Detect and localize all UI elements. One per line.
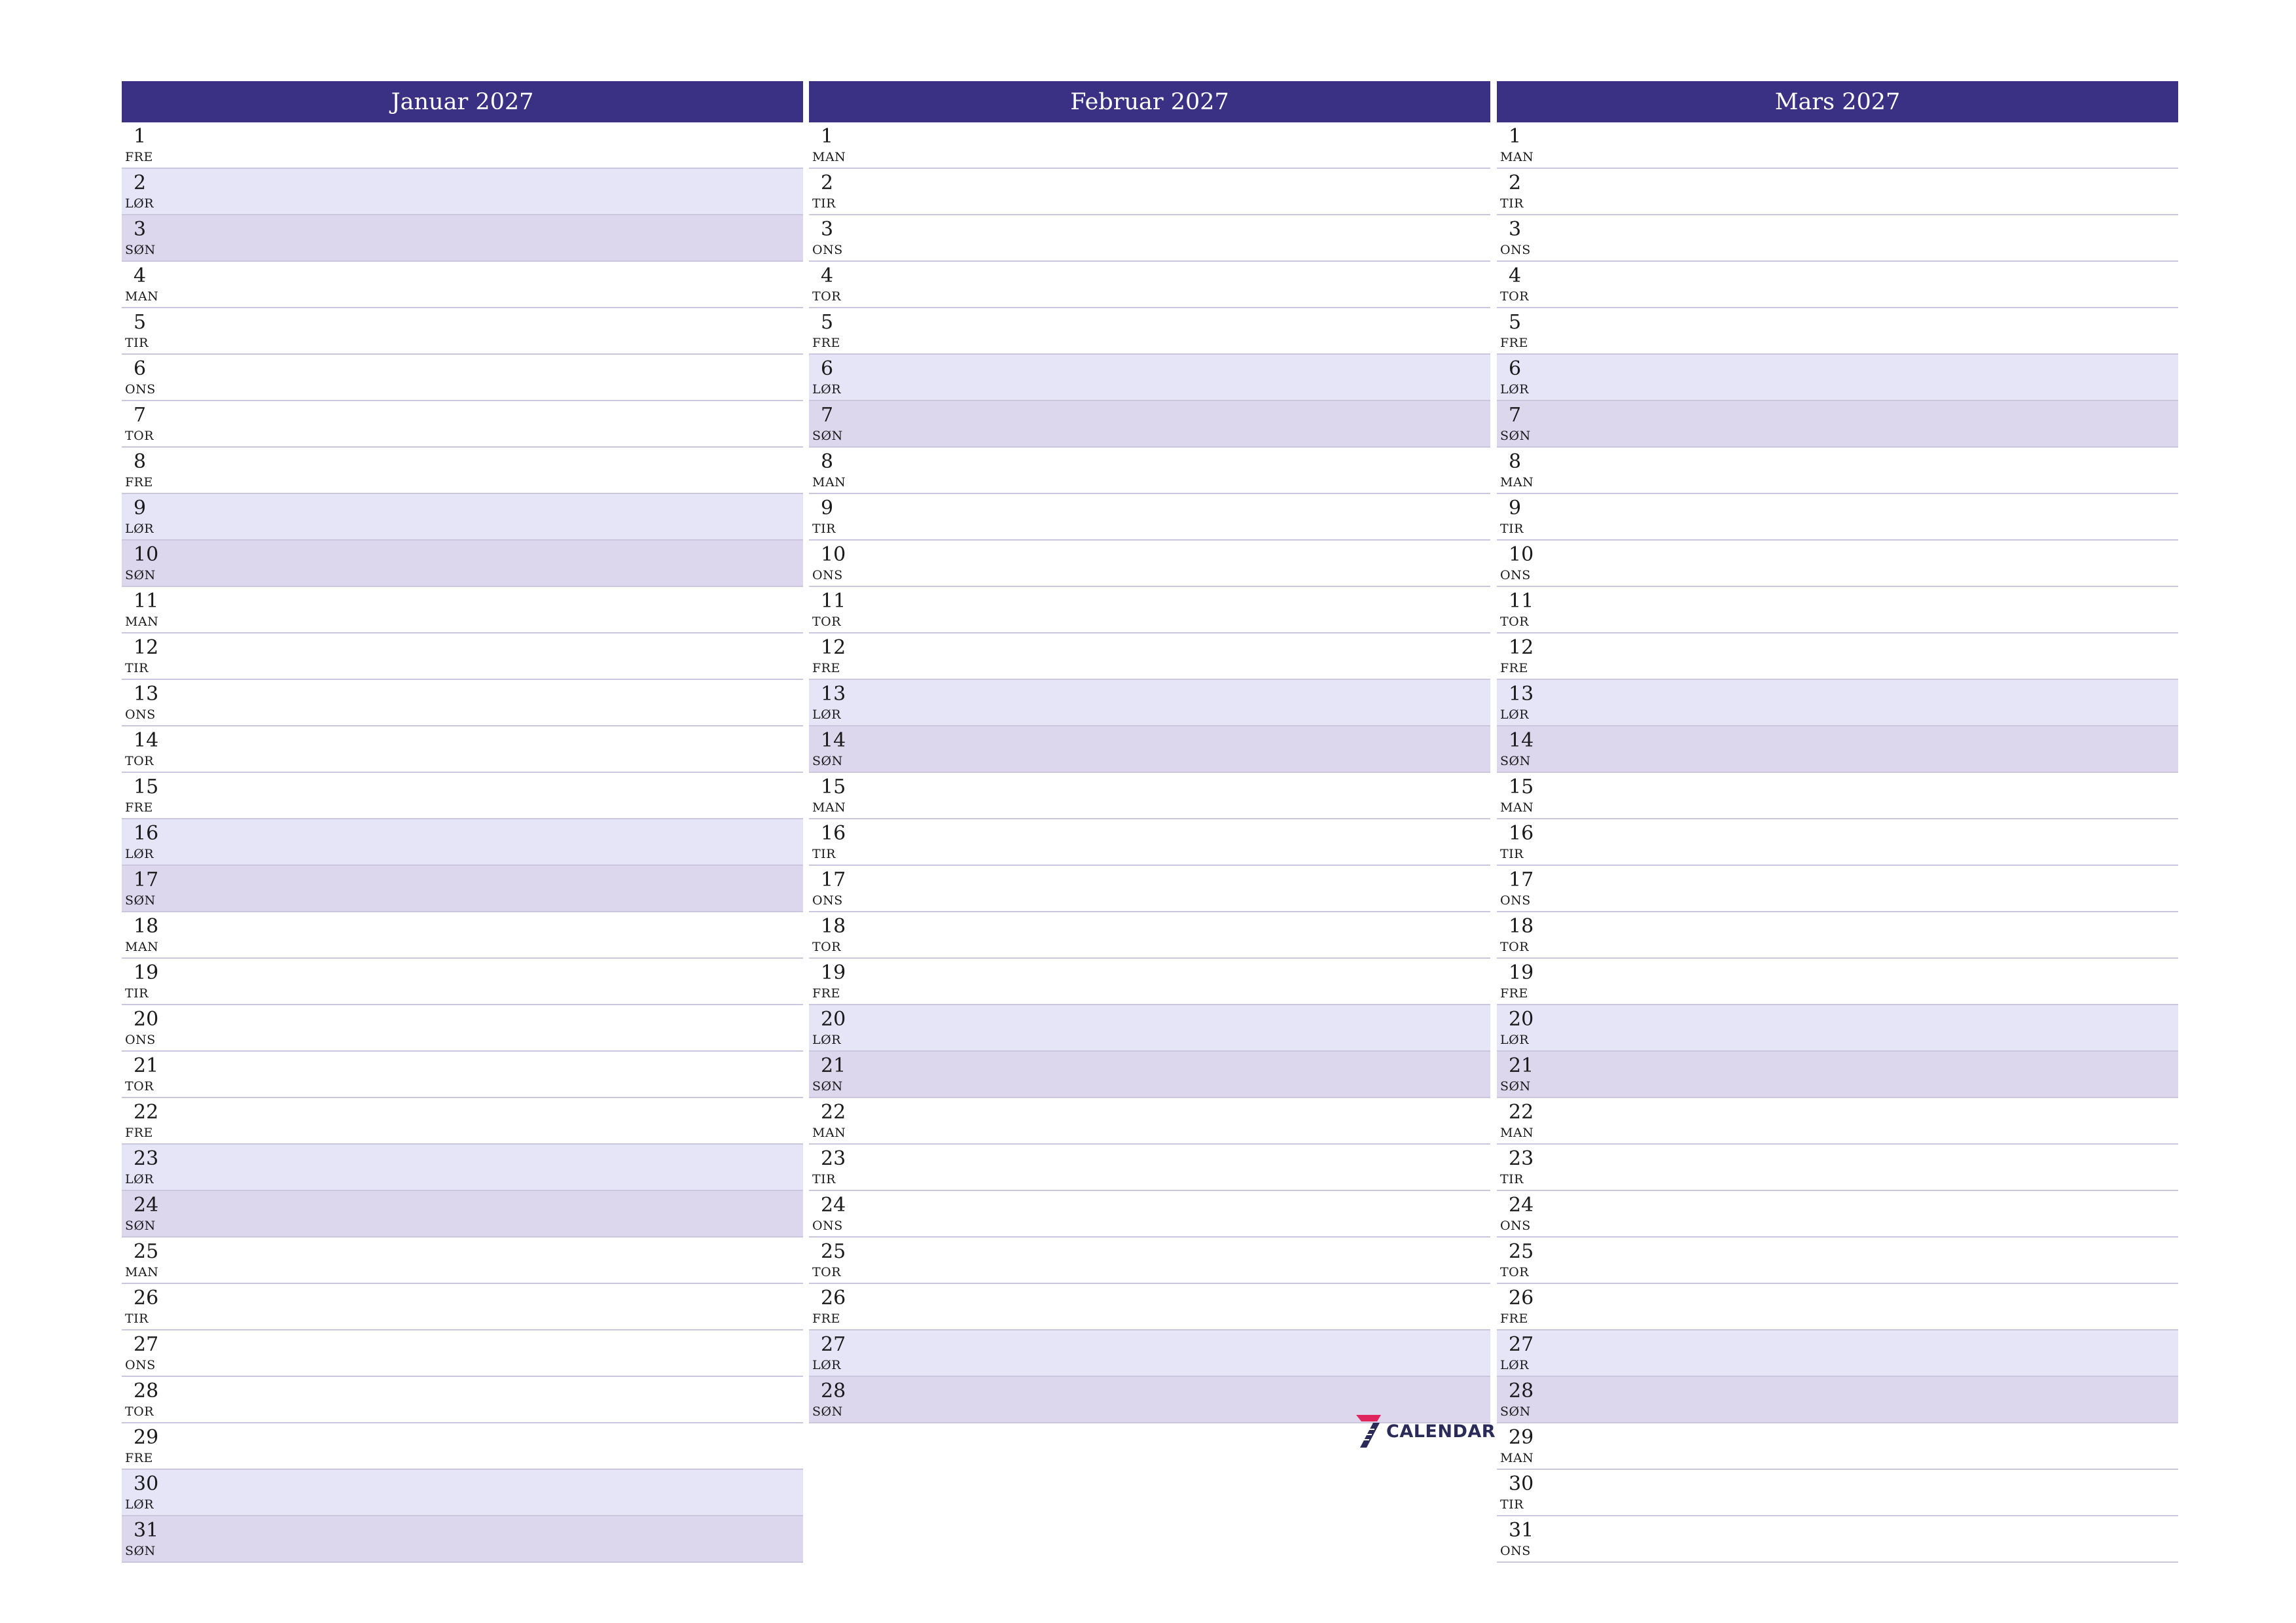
weekday-label: TOR xyxy=(812,940,842,954)
weekday-label: FRE xyxy=(125,1126,153,1140)
day-number: 15 xyxy=(821,776,846,798)
weekday-label: SØN xyxy=(812,754,843,768)
day-row xyxy=(809,680,1490,726)
day-row xyxy=(1497,262,2178,308)
weekday-label: TIR xyxy=(1500,1497,1524,1512)
weekday-label: TOR xyxy=(812,289,842,304)
day-row xyxy=(1497,1377,2178,1423)
day-number: 27 xyxy=(1509,1333,1534,1356)
day-number: 5 xyxy=(821,311,834,334)
day-row xyxy=(809,819,1490,866)
weekday-label: SØN xyxy=(125,243,156,257)
day-row xyxy=(809,262,1490,308)
day-number: 23 xyxy=(1509,1147,1534,1170)
day-row xyxy=(1497,1470,2178,1516)
day-number: 20 xyxy=(134,1008,159,1031)
weekday-label: TIR xyxy=(812,1172,836,1186)
weekday-label: TIR xyxy=(812,196,836,211)
weekday-label: ONS xyxy=(812,893,843,908)
day-number: 3 xyxy=(1509,218,1522,241)
day-number: 29 xyxy=(134,1426,159,1449)
day-number: 30 xyxy=(1509,1472,1534,1495)
weekday-label: TIR xyxy=(1500,522,1524,536)
weekday-label: MAN xyxy=(125,289,159,304)
month-title: Januar 2027 xyxy=(122,81,803,122)
day-row xyxy=(809,1330,1490,1377)
weekday-label: FRE xyxy=(1500,1311,1528,1326)
day-number: 3 xyxy=(134,218,147,241)
day-number: 20 xyxy=(821,1008,846,1031)
weekday-label: TIR xyxy=(125,336,149,350)
day-number: 6 xyxy=(821,357,834,380)
day-row xyxy=(809,355,1490,401)
day-number: 5 xyxy=(1509,311,1522,334)
day-row xyxy=(1497,541,2178,587)
day-number: 30 xyxy=(134,1472,159,1495)
day-row xyxy=(1497,866,2178,912)
day-row xyxy=(1497,1516,2178,1563)
day-row xyxy=(1497,215,2178,262)
day-number: 28 xyxy=(821,1380,846,1402)
weekday-label: MAN xyxy=(1500,1126,1534,1140)
weekday-label: MAN xyxy=(812,800,846,815)
day-number: 20 xyxy=(1509,1008,1534,1031)
day-row xyxy=(122,541,803,587)
weekday-label: TIR xyxy=(812,847,836,861)
day-row xyxy=(809,401,1490,448)
day-row xyxy=(809,1098,1490,1145)
day-number: 11 xyxy=(1509,590,1534,613)
weekday-label: ONS xyxy=(1500,893,1531,908)
day-number: 28 xyxy=(1509,1380,1534,1402)
day-row xyxy=(809,633,1490,680)
day-row xyxy=(122,959,803,1005)
day-number: 6 xyxy=(1509,357,1522,380)
day-row xyxy=(122,1377,803,1423)
day-number: 16 xyxy=(134,822,159,845)
day-number: 4 xyxy=(1509,264,1522,287)
day-number: 10 xyxy=(134,543,159,566)
day-row xyxy=(1497,1191,2178,1238)
weekday-label: ONS xyxy=(812,243,843,257)
weekday-label: FRE xyxy=(125,800,153,815)
day-row xyxy=(122,1516,803,1563)
day-row xyxy=(122,1470,803,1516)
day-row xyxy=(809,912,1490,959)
day-row xyxy=(1497,680,2178,726)
day-number: 26 xyxy=(134,1287,159,1310)
day-number: 9 xyxy=(134,497,147,520)
day-number: 7 xyxy=(1509,404,1522,427)
day-row xyxy=(1497,308,2178,355)
day-row xyxy=(809,215,1490,262)
weekday-label: LØR xyxy=(1500,1033,1529,1047)
day-number: 11 xyxy=(821,590,846,613)
day-row xyxy=(122,1098,803,1145)
day-row xyxy=(122,1238,803,1284)
day-row xyxy=(122,122,803,169)
day-row xyxy=(1497,912,2178,959)
day-number: 4 xyxy=(134,264,147,287)
day-row xyxy=(122,355,803,401)
day-row xyxy=(122,633,803,680)
day-number: 12 xyxy=(821,636,846,659)
day-number: 2 xyxy=(1509,171,1522,194)
day-number: 13 xyxy=(1509,683,1534,705)
day-row xyxy=(122,773,803,819)
day-row xyxy=(122,912,803,959)
month-column-january xyxy=(122,81,803,1563)
day-number: 27 xyxy=(821,1333,846,1356)
day-number: 22 xyxy=(1509,1101,1534,1124)
weekday-label: SØN xyxy=(125,568,156,582)
weekday-label: TOR xyxy=(812,615,842,629)
day-number: 17 xyxy=(1509,868,1534,891)
weekday-label: TOR xyxy=(125,1404,154,1419)
day-number: 25 xyxy=(1509,1240,1534,1263)
weekday-label: SØN xyxy=(812,429,843,443)
day-number: 11 xyxy=(134,590,159,613)
weekday-label: LØR xyxy=(812,1358,841,1372)
day-row xyxy=(1497,1052,2178,1098)
weekday-label: SØN xyxy=(812,1079,843,1094)
day-row xyxy=(809,1238,1490,1284)
weekday-label: SØN xyxy=(812,1404,843,1419)
weekday-label: ONS xyxy=(125,382,156,397)
day-number: 15 xyxy=(134,776,159,798)
day-list xyxy=(809,122,1490,1423)
weekday-label: TOR xyxy=(1500,940,1530,954)
day-row xyxy=(1497,1098,2178,1145)
day-number: 22 xyxy=(821,1101,846,1124)
weekday-label: SØN xyxy=(1500,429,1531,443)
day-number: 25 xyxy=(821,1240,846,1263)
day-number: 21 xyxy=(1509,1054,1534,1077)
day-number: 18 xyxy=(1509,915,1534,938)
weekday-label: FRE xyxy=(1500,661,1528,675)
day-number: 18 xyxy=(134,915,159,938)
weekday-label: MAN xyxy=(1500,800,1534,815)
weekday-label: SØN xyxy=(125,1544,156,1558)
day-number: 15 xyxy=(1509,776,1534,798)
weekday-label: TIR xyxy=(125,1311,149,1326)
day-row xyxy=(809,122,1490,169)
weekday-label: LØR xyxy=(125,1172,154,1186)
day-row xyxy=(122,308,803,355)
day-number: 16 xyxy=(1509,822,1534,845)
weekday-label: TOR xyxy=(812,1265,842,1279)
weekday-label: MAN xyxy=(812,475,846,490)
day-row xyxy=(122,448,803,494)
day-row xyxy=(1497,401,2178,448)
weekday-label: FRE xyxy=(125,475,153,490)
day-row xyxy=(809,959,1490,1005)
weekday-label: SØN xyxy=(1500,754,1531,768)
weekday-label: SØN xyxy=(125,893,156,908)
weekday-label: TOR xyxy=(125,1079,154,1094)
day-number: 3 xyxy=(821,218,834,241)
day-number: 31 xyxy=(1509,1519,1534,1542)
day-number: 9 xyxy=(821,497,834,520)
day-number: 23 xyxy=(821,1147,846,1170)
weekday-label: LØR xyxy=(812,382,841,397)
day-number: 26 xyxy=(821,1287,846,1310)
month-column-february xyxy=(809,81,1490,1423)
month-title: Februar 2027 xyxy=(809,81,1490,122)
day-number: 1 xyxy=(821,125,834,148)
day-row xyxy=(1497,1238,2178,1284)
day-number: 2 xyxy=(134,171,147,194)
day-number: 9 xyxy=(1509,497,1522,520)
day-number: 16 xyxy=(821,822,846,845)
day-number: 1 xyxy=(134,125,147,148)
day-row xyxy=(1497,773,2178,819)
weekday-label: LØR xyxy=(125,522,154,536)
day-row xyxy=(122,726,803,773)
day-number: 8 xyxy=(1509,450,1522,473)
weekday-label: ONS xyxy=(812,1219,843,1233)
day-row xyxy=(122,169,803,215)
day-row xyxy=(122,680,803,726)
day-number: 17 xyxy=(821,868,846,891)
day-number: 24 xyxy=(821,1194,846,1217)
day-number: 29 xyxy=(1509,1426,1534,1449)
day-number: 13 xyxy=(134,683,159,705)
day-row xyxy=(809,541,1490,587)
day-row xyxy=(1497,1005,2178,1052)
day-row xyxy=(1497,169,2178,215)
day-number: 14 xyxy=(821,729,846,752)
day-row xyxy=(809,494,1490,541)
day-number: 19 xyxy=(134,961,159,984)
day-number: 10 xyxy=(821,543,846,566)
day-row xyxy=(809,1191,1490,1238)
weekday-label: MAN xyxy=(1500,475,1534,490)
weekday-label: FRE xyxy=(812,336,840,350)
day-number: 8 xyxy=(134,450,147,473)
day-row xyxy=(809,773,1490,819)
weekday-label: LØR xyxy=(1500,707,1529,722)
day-number: 7 xyxy=(821,404,834,427)
day-row xyxy=(122,1423,803,1470)
day-row xyxy=(1497,587,2178,633)
day-row xyxy=(1497,448,2178,494)
day-row xyxy=(809,726,1490,773)
calendar-logo xyxy=(1354,1414,1496,1449)
weekday-label: LØR xyxy=(1500,382,1529,397)
weekday-label: TOR xyxy=(1500,289,1530,304)
day-number: 1 xyxy=(1509,125,1522,148)
weekday-label: LØR xyxy=(125,1497,154,1512)
day-row xyxy=(122,1145,803,1191)
day-number: 2 xyxy=(821,171,834,194)
day-row xyxy=(1497,1330,2178,1377)
weekday-label: FRE xyxy=(1500,336,1528,350)
day-number: 28 xyxy=(134,1380,159,1402)
weekday-label: MAN xyxy=(125,940,159,954)
weekday-label: MAN xyxy=(812,150,846,164)
day-row xyxy=(122,866,803,912)
day-row xyxy=(1497,726,2178,773)
day-row xyxy=(809,1145,1490,1191)
day-number: 19 xyxy=(821,961,846,984)
weekday-label: MAN xyxy=(125,615,159,629)
weekday-label: FRE xyxy=(125,150,153,164)
weekday-label: ONS xyxy=(125,1358,156,1372)
day-row xyxy=(809,308,1490,355)
weekday-label: TIR xyxy=(1500,847,1524,861)
weekday-label: ONS xyxy=(1500,243,1531,257)
day-row xyxy=(809,587,1490,633)
day-row xyxy=(122,819,803,866)
day-number: 25 xyxy=(134,1240,159,1263)
weekday-label: TOR xyxy=(125,754,154,768)
day-number: 12 xyxy=(1509,636,1534,659)
day-row xyxy=(1497,1423,2178,1470)
day-row xyxy=(122,587,803,633)
weekday-label: TOR xyxy=(1500,1265,1530,1279)
day-row xyxy=(122,1330,803,1377)
day-row xyxy=(1497,633,2178,680)
weekday-label: ONS xyxy=(1500,1219,1531,1233)
day-row xyxy=(1497,494,2178,541)
weekday-label: LØR xyxy=(812,707,841,722)
weekday-label: ONS xyxy=(812,568,843,582)
day-number: 27 xyxy=(134,1333,159,1356)
day-number: 4 xyxy=(821,264,834,287)
day-number: 19 xyxy=(1509,961,1534,984)
weekday-label: ONS xyxy=(125,1033,156,1047)
day-row xyxy=(1497,1145,2178,1191)
weekday-label: FRE xyxy=(1500,986,1528,1001)
day-row xyxy=(122,262,803,308)
weekday-label: SØN xyxy=(1500,1404,1531,1419)
weekday-label: SØN xyxy=(1500,1079,1531,1094)
seven-icon xyxy=(1354,1414,1382,1449)
weekday-label: TIR xyxy=(1500,196,1524,211)
day-row xyxy=(809,1284,1490,1330)
day-number: 23 xyxy=(134,1147,159,1170)
weekday-label: TOR xyxy=(125,429,154,443)
weekday-label: FRE xyxy=(812,661,840,675)
month-column-march xyxy=(1497,81,2178,1563)
weekday-label: ONS xyxy=(1500,1544,1531,1558)
weekday-label: LØR xyxy=(812,1033,841,1047)
weekday-label: ONS xyxy=(1500,568,1531,582)
day-number: 18 xyxy=(821,915,846,938)
day-row xyxy=(122,215,803,262)
day-number: 14 xyxy=(134,729,159,752)
weekday-label: TIR xyxy=(125,986,149,1001)
day-row xyxy=(1497,355,2178,401)
day-row xyxy=(1497,122,2178,169)
day-list xyxy=(1497,122,2178,1563)
day-number: 10 xyxy=(1509,543,1534,566)
day-row xyxy=(1497,819,2178,866)
day-row xyxy=(122,1052,803,1098)
day-number: 21 xyxy=(821,1054,846,1077)
weekday-label: TIR xyxy=(1500,1172,1524,1186)
weekday-label: MAN xyxy=(812,1126,846,1140)
day-row xyxy=(809,1005,1490,1052)
weekday-label: FRE xyxy=(125,1451,153,1465)
weekday-label: SØN xyxy=(125,1219,156,1233)
day-number: 14 xyxy=(1509,729,1534,752)
day-number: 26 xyxy=(1509,1287,1534,1310)
day-row xyxy=(809,1052,1490,1098)
day-number: 8 xyxy=(821,450,834,473)
day-row xyxy=(122,1191,803,1238)
day-number: 6 xyxy=(134,357,147,380)
day-row xyxy=(1497,959,2178,1005)
weekday-label: MAN xyxy=(1500,1451,1534,1465)
logo-text: CALENDAR xyxy=(1386,1421,1496,1442)
weekday-label: LØR xyxy=(125,847,154,861)
day-row xyxy=(809,448,1490,494)
weekday-label: TIR xyxy=(812,522,836,536)
day-list xyxy=(122,122,803,1563)
weekday-label: MAN xyxy=(125,1265,159,1279)
day-number: 31 xyxy=(134,1519,159,1542)
weekday-label: TIR xyxy=(125,661,149,675)
weekday-label: TOR xyxy=(1500,615,1530,629)
weekday-label: ONS xyxy=(125,707,156,722)
day-row xyxy=(809,169,1490,215)
day-number: 22 xyxy=(134,1101,159,1124)
weekday-label: FRE xyxy=(812,1311,840,1326)
day-row xyxy=(122,494,803,541)
day-number: 7 xyxy=(134,404,147,427)
day-number: 13 xyxy=(821,683,846,705)
day-row xyxy=(122,401,803,448)
month-title: Mars 2027 xyxy=(1497,81,2178,122)
day-row xyxy=(809,866,1490,912)
day-row xyxy=(122,1284,803,1330)
day-number: 21 xyxy=(134,1054,159,1077)
day-row xyxy=(1497,1284,2178,1330)
day-number: 24 xyxy=(1509,1194,1534,1217)
day-number: 5 xyxy=(134,311,147,334)
day-number: 17 xyxy=(134,868,159,891)
weekday-label: MAN xyxy=(1500,150,1534,164)
day-row xyxy=(122,1005,803,1052)
day-number: 12 xyxy=(134,636,159,659)
weekday-label: LØR xyxy=(1500,1358,1529,1372)
day-number: 24 xyxy=(134,1194,159,1217)
weekday-label: FRE xyxy=(812,986,840,1001)
weekday-label: LØR xyxy=(125,196,154,211)
